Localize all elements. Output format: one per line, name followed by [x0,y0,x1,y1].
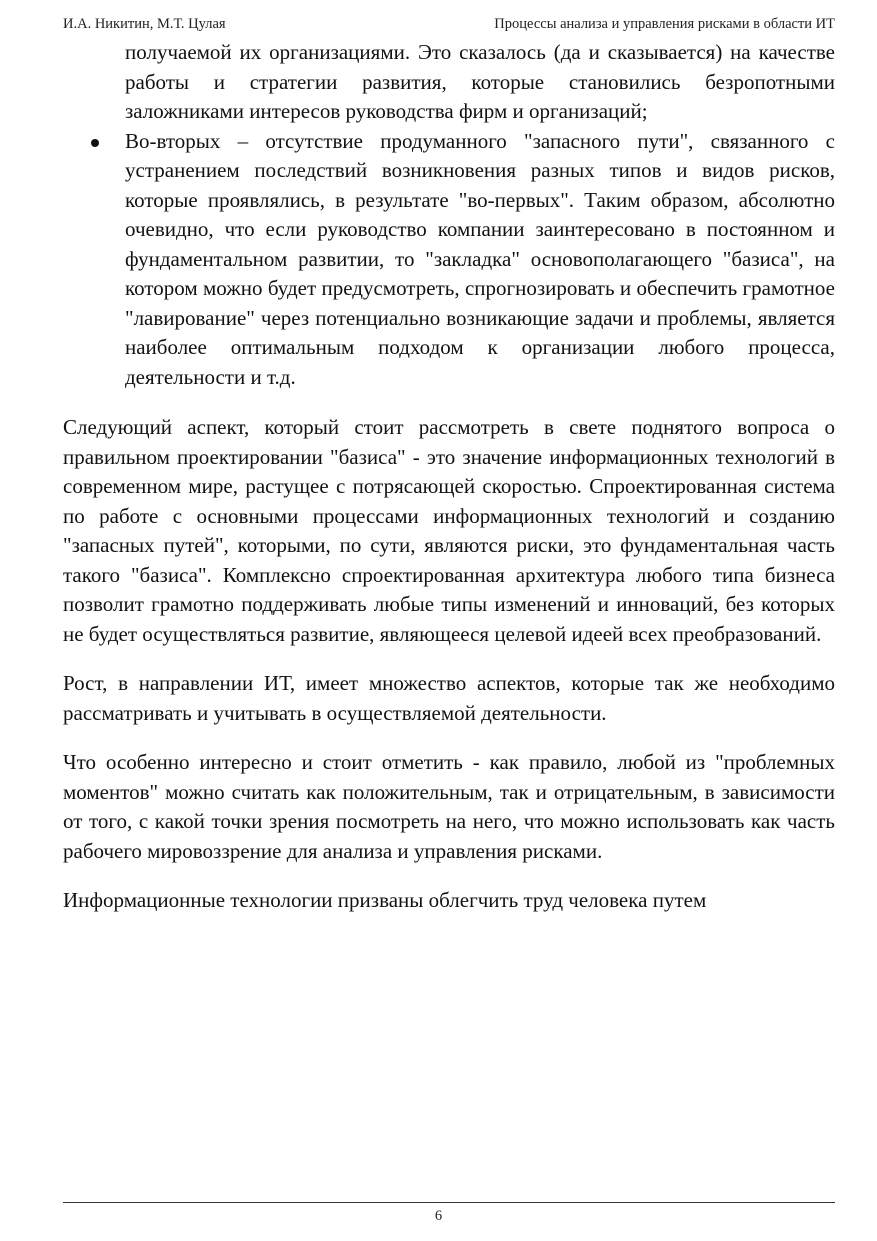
paragraph: Следующий аспект, который стоит рассмотреть в свете поднятого вопроса о правильном проектировании "базиса" - это значение информационных технологий в современном мире, растущее с потрясающей скоростью. Спроектированная система по работе с основными процессами информационных технологий и созданию "запасных путей", которыми, по сути, являются риски, это фундаментальная часть такого "базиса". Комплексно спроектированная архитектура любого типа бизнеса позволит грамотно поддерживать любые типы изменений и инноваций, без которых не будет осуществляться развитие, являющееся целевой идеей всех преобразований. [63,415,835,646]
paragraph: Что особенно интересно и стоит отметить - как правило, любой из "проблемных моментов" можно считать как положительным, так и отрицательным, в зависимости от того, с какой точки зрения посмотреть на него, что можно использовать как часть рабочего мировоззрение для анализа и управления рисками. [63,750,835,863]
list-item [125,127,835,393]
bullet-dot-icon [91,139,99,147]
list-item-text: Во-вторых – отсутствие продуманного "запасного пути", связанного с устранением последствий возникновения разных типов и видов рисков, которые проявлялись, в результате "во-первых". Таким образом, абсолютно очевидно, что если руководство компании заинтересовано в постоянном и фундаментальном развитии, то "закладка" основополагающего "базиса", на котором можно будет предусмотреть, спрогнозировать и обеспечить грамотное "лавирование" через потенциально возникающие задачи и проблемы, является наиболее оптимальным подходом к организации любого процесса, деятельности и т.д. [125,128,835,389]
list-item-text: получаемой их организациями. Это сказалось (да и сказывается) на качестве работы и стратегии развития, которые становились безропотными заложниками интересов руководства фирм и организаций; [125,40,835,123]
header-title: Процессы анализа и управления рисками в области ИТ [494,16,835,32]
running-header [63,14,835,34]
paragraph: Рост, в направлении ИТ, имеет множество аспектов, которые так же необходимо рассматривать и учитывать в осуществляемой деятельности. [63,671,835,725]
page-body [63,38,835,916]
list-item [125,38,835,127]
bullet-list [63,38,835,392]
footer-divider [63,1202,835,1203]
header-authors: И.А. Никитин, М.Т. Цулая [63,16,226,32]
paragraph: Информационные технологии призваны облегчить труд человека путем [63,888,707,912]
page-number: 6 [434,1208,443,1224]
